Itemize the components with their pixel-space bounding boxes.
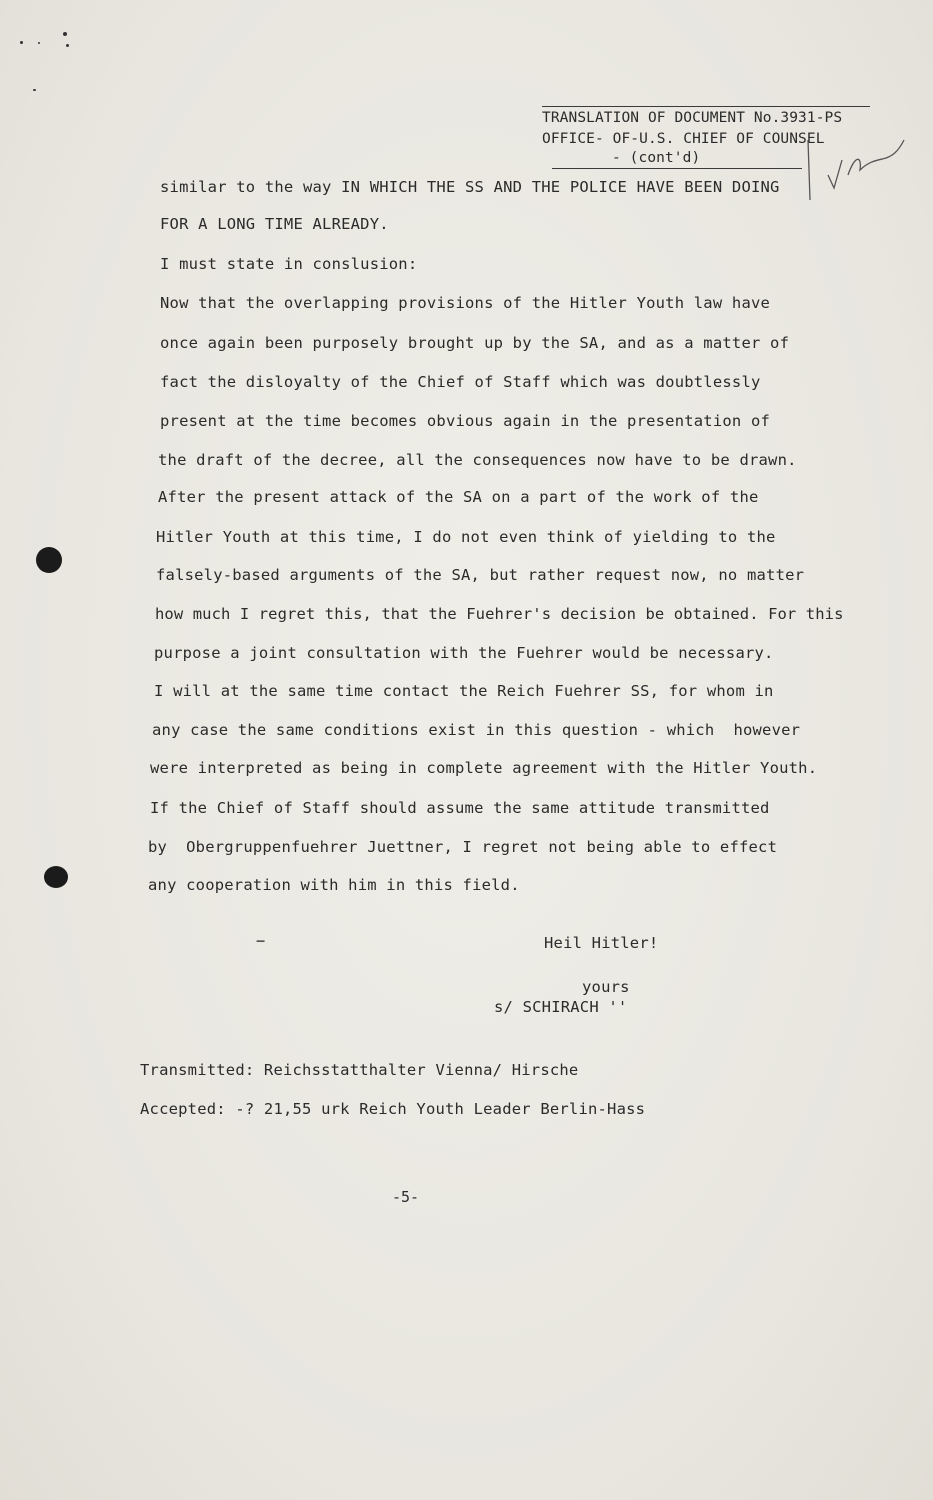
binder-hole-top — [36, 547, 62, 573]
header-contd-rule — [552, 168, 802, 169]
speck — [33, 89, 36, 91]
closing-yours: yours — [582, 978, 630, 996]
speck — [66, 44, 69, 47]
header-office: OFFICE- OF-U.S. CHIEF OF COUNSEL — [542, 131, 825, 147]
footer-transmitted: Transmitted: Reichsstatthalter Vienna/ Hirsche — [140, 1061, 579, 1079]
body-line: fact the disloyalty of the Chief of Staff which was doubtlessly — [160, 373, 761, 391]
body-line: Now that the overlapping provisions of the Hitler Youth law have — [160, 294, 771, 312]
body-line: once again been purposely brought up by the SA, and as a matter of — [160, 334, 790, 352]
footer-accepted: Accepted: -? 21,55 urk Reich Youth Leader Berlin-Hass — [140, 1100, 646, 1118]
body-line: Hitler Youth at this time, I do not even think of yielding to the — [156, 528, 776, 546]
body-line: FOR A LONG TIME ALREADY. — [160, 215, 389, 233]
speck — [63, 32, 67, 36]
speck — [20, 41, 23, 44]
header-rule — [542, 106, 870, 107]
body-line: I must state in conslusion: — [160, 255, 418, 273]
body-line: I will at the same time contact the Reich Fuehrer SS, for whom in — [154, 682, 774, 700]
header-contd: - (cont'd) — [612, 150, 701, 166]
body-line: the draft of the decree, all the consequences now have to be drawn. — [158, 451, 797, 469]
body-line: by Obergruppenfuehrer Juettner, I regret not being able to effect — [148, 838, 778, 856]
body-line: how much I regret this, that the Fuehrer's decision be obtained. For this — [155, 605, 844, 623]
body-line: falsely-based arguments of the SA, but rather request now, no matter — [156, 566, 805, 584]
speck — [38, 42, 40, 44]
body-line: After the present attack of the SA on a part of the work of the — [158, 488, 759, 506]
body-line: any cooperation with him in this field. — [148, 876, 520, 894]
body-line: If the Chief of Staff should assume the same attitude transmitted — [150, 799, 770, 817]
header-title: TRANSLATION OF DOCUMENT No.3931-PS — [542, 110, 843, 126]
closing-greeting: Heil Hitler! — [544, 934, 659, 952]
body-line: present at the time becomes obvious again in the presentation of — [160, 412, 771, 430]
body-line: purpose a joint consultation with the Fuehrer would be necessary. — [154, 644, 774, 662]
body-line: were interpreted as being in complete agreement with the Hitler Youth. — [150, 759, 818, 777]
binder-hole-bottom — [44, 866, 68, 888]
closing-dash: − — [256, 932, 266, 950]
closing-signature: s/ SCHIRACH '' — [494, 998, 628, 1016]
handwritten-initial-mark — [800, 130, 910, 210]
body-line: similar to the way IN WHICH THE SS AND THE POLICE HAVE BEEN DOING — [160, 178, 780, 196]
page-number: -5- — [392, 1188, 420, 1206]
body-line: any case the same conditions exist in this question - which however — [152, 721, 801, 739]
